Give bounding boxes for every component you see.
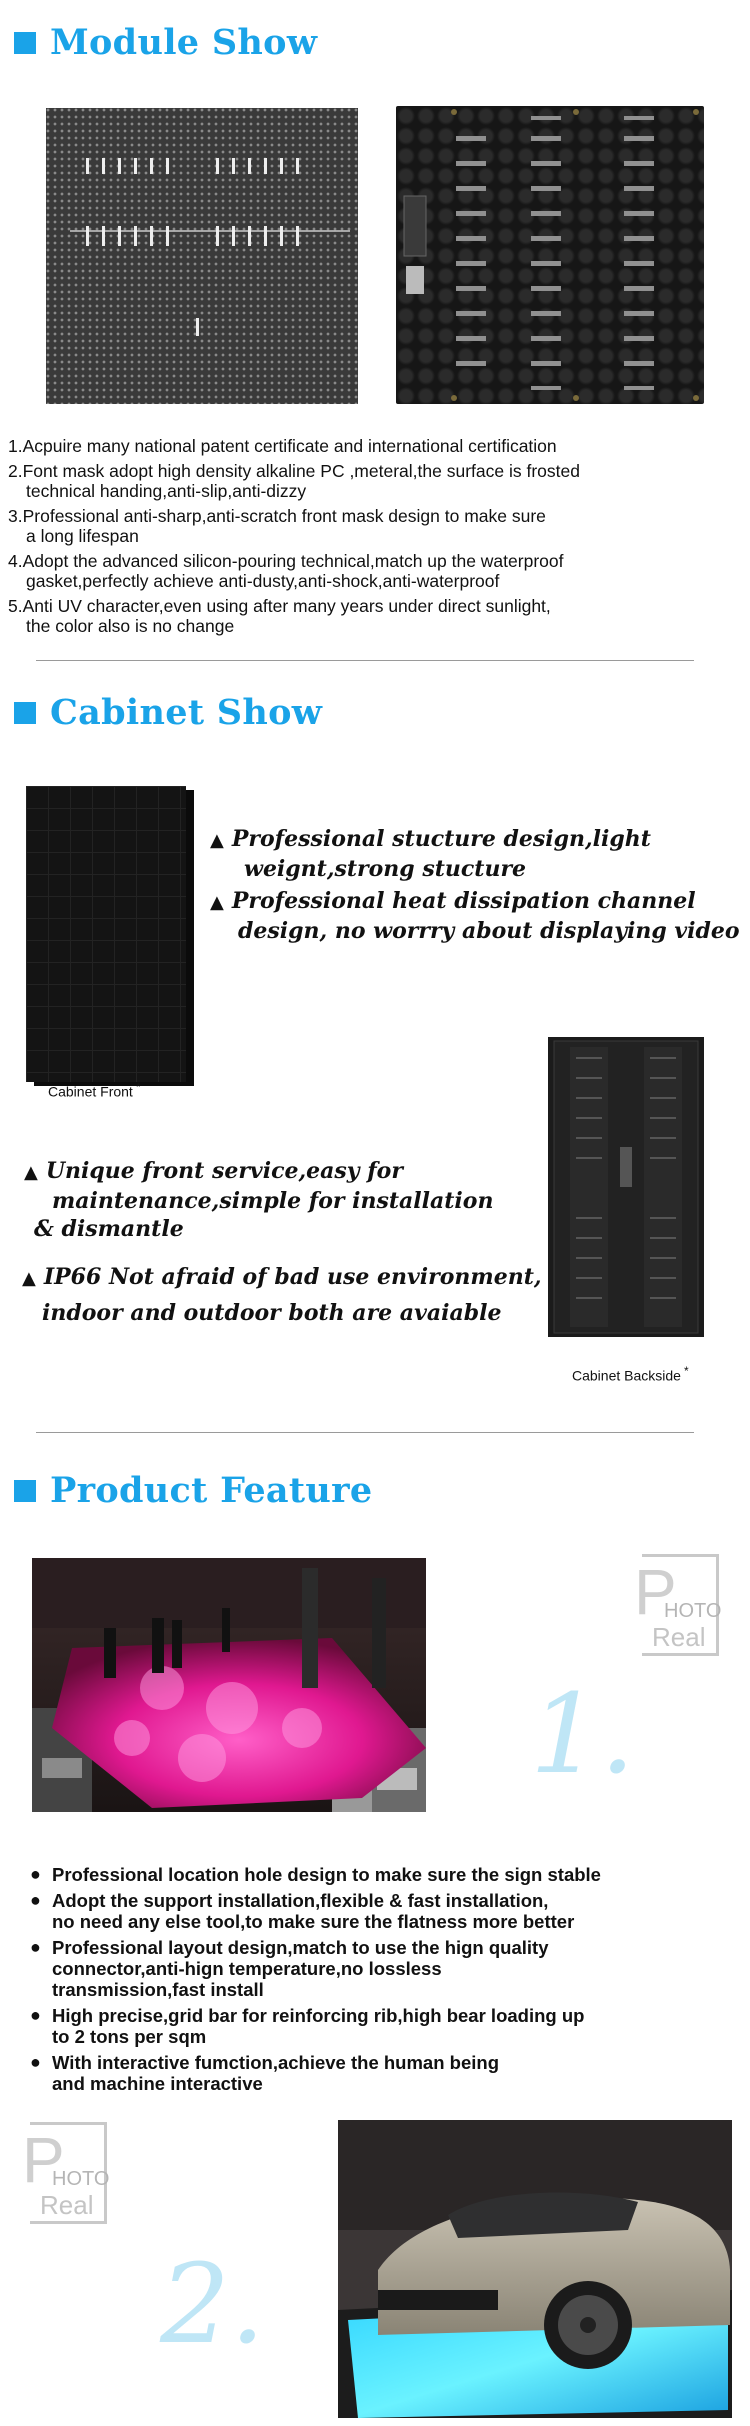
bullet-dot-icon: ● bbox=[30, 2052, 41, 2072]
triangle-bullet-icon: ▲ bbox=[210, 830, 224, 851]
car-on-floor-art bbox=[338, 2120, 732, 2418]
list-item: 5.Anti UV character,even using after many years under direct sunlight, the color also is no change bbox=[8, 596, 551, 636]
product-feature-list bbox=[30, 1864, 732, 2099]
product-feature-title: Product Feature bbox=[50, 1470, 373, 1511]
photo-watermark: P HOTO Real bbox=[28, 2118, 110, 2228]
bullet-dot-icon: ● bbox=[30, 1864, 41, 1884]
module-front-art bbox=[46, 108, 358, 404]
heading-square-icon bbox=[14, 702, 36, 724]
heading-square-icon bbox=[14, 1480, 36, 1502]
bullet-dot-icon: ● bbox=[30, 1890, 41, 1910]
cabinet-feature-1: ▲ Professional stucture design,light weignt,strong stucture bbox=[210, 826, 651, 882]
cabinet-front-image bbox=[26, 786, 186, 1082]
cabinet-feature-2: ▲ Professional heat dissipation channel design, no worrry about displaying video bbox=[210, 888, 740, 944]
section-divider bbox=[36, 660, 694, 661]
triangle-bullet-icon: ▲ bbox=[22, 1268, 36, 1289]
list-item: ● Adopt the support installation,flexible & fast installation, no need any else tool,to make sure the flatness more better bbox=[30, 1890, 575, 1932]
cabinet-backside-caption: Cabinet Backside * bbox=[572, 1364, 689, 1384]
photo-watermark: P HOTO Real bbox=[640, 1550, 722, 1660]
module-show-title: Module Show bbox=[50, 22, 318, 63]
cabinet-feature-3: ▲ Unique front service,easy for maintenance,simple for installation & dismantle bbox=[24, 1158, 494, 1242]
cabinet-backside-art bbox=[548, 1037, 704, 1337]
dance-floor-photo bbox=[32, 1558, 426, 1812]
list-item: ● Professional location hole design to make sure the sign stable bbox=[30, 1864, 601, 1885]
cabinet-front-caption: Cabinet Front * bbox=[48, 1080, 141, 1100]
triangle-bullet-icon: ▲ bbox=[210, 892, 224, 913]
cabinet-show-heading bbox=[14, 692, 322, 733]
product-feature-heading bbox=[14, 1470, 372, 1511]
triangle-bullet-icon: ▲ bbox=[24, 1162, 38, 1183]
dance-floor-art bbox=[32, 1558, 426, 1812]
list-item: 1.Acpuire many national patent certificate and international certification bbox=[8, 436, 557, 456]
list-item: 3.Professional anti-sharp,anti-scratch front mask design to make sure a long lifespan bbox=[8, 506, 546, 546]
bullet-dot-icon: ● bbox=[30, 2005, 41, 2025]
list-item: 2.Font mask adopt high density alkaline PC ,meteral,the surface is frosted technical handing,anti-slip,anti-dizzy bbox=[8, 461, 580, 501]
list-item: ● With interactive fumction,achieve the human being and machine interactive bbox=[30, 2052, 499, 2094]
heading-square-icon bbox=[14, 32, 36, 54]
cabinet-backside-image bbox=[548, 1037, 704, 1337]
list-item: ● Professional layout design,match to use the hign quality connector,anti-hign temperature,no lossless transmission,fast install bbox=[30, 1937, 549, 2000]
bullet-dot-icon: ● bbox=[30, 1937, 41, 1957]
step-number-1: 1. bbox=[530, 1670, 635, 1798]
module-show-heading bbox=[14, 22, 317, 63]
list-item: 4.Adopt the advanced silicon-pouring technical,match up the waterproof gasket,perfectly achieve anti-dusty,anti-shock,anti-waterproof bbox=[8, 551, 564, 591]
list-item: ● High precise,grid bar for reinforcing rib,high bear loading up to 2 tons per sqm bbox=[30, 2005, 585, 2047]
module-back-art bbox=[396, 106, 704, 404]
module-front-image bbox=[46, 108, 358, 404]
cabinet-feature-4: ▲ IP66 Not afraid of bad use environment, indoor and outdoor both are avaiable bbox=[22, 1264, 542, 1326]
section-divider bbox=[36, 1432, 694, 1433]
car-on-floor-photo bbox=[338, 2120, 732, 2418]
module-back-image bbox=[396, 106, 704, 404]
step-number-2: 2. bbox=[160, 2240, 265, 2368]
module-feature-list bbox=[8, 436, 708, 641]
cabinet-show-title: Cabinet Show bbox=[50, 692, 323, 733]
